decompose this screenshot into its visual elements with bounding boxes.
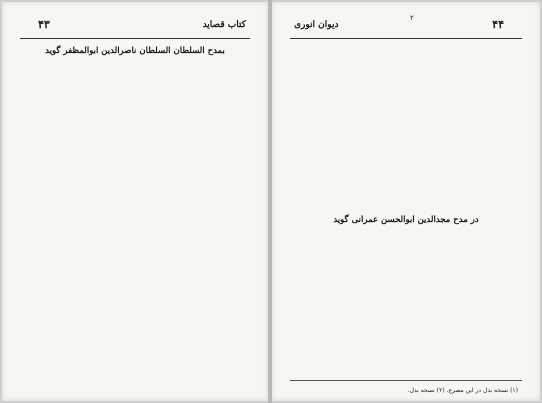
small-page-number: ۲ — [410, 14, 414, 22]
section-heading: بمدح السلطان السلطان ناصرالدین ابوالمظفر گوید — [45, 46, 225, 56]
running-title: کتاب قصاید — [202, 20, 246, 30]
page-number: ۴۴ — [492, 18, 504, 31]
footnote-rule — [290, 380, 522, 381]
header-rule — [20, 38, 250, 39]
header-rule — [290, 38, 522, 39]
section-heading: در مدح مجدالدین ابوالحسن عمرانی گوید — [333, 215, 479, 225]
page-footer: (۱) نسخه بدل در این مصرع. (۲) نسخه بدل. — [407, 387, 518, 394]
right-page — [272, 2, 540, 401]
page-number: ۴۳ — [38, 18, 50, 31]
running-title: دیوان انوری — [294, 20, 339, 30]
left-page — [2, 2, 268, 401]
